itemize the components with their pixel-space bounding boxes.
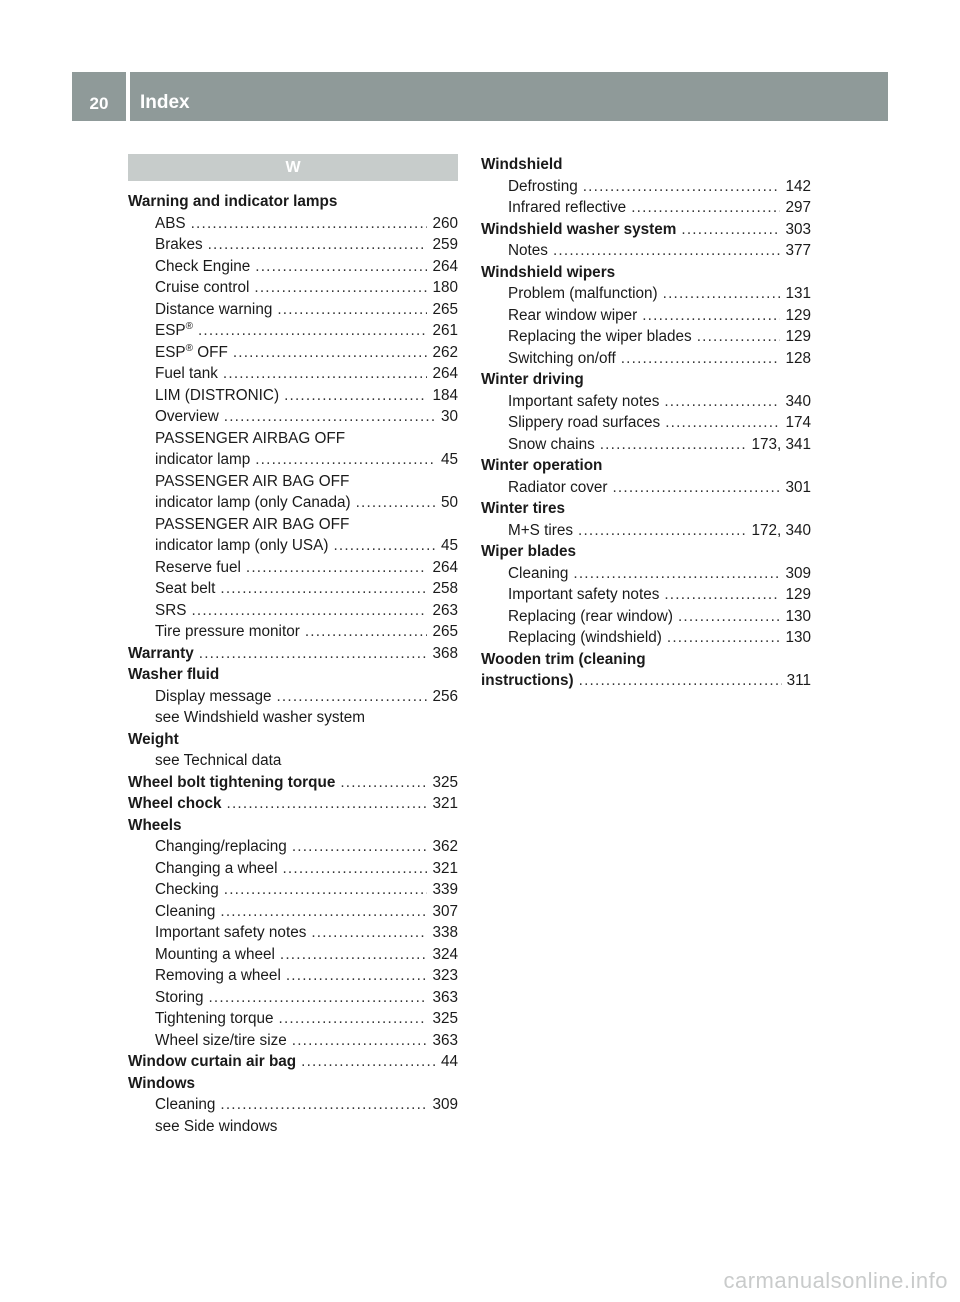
index-heading <box>481 369 811 391</box>
index-heading <box>481 262 811 284</box>
page-reference: 50 <box>440 494 458 511</box>
index-subentry <box>128 277 458 299</box>
leader-dots <box>333 535 436 557</box>
entry-text: ABS <box>155 214 186 232</box>
index-subentry <box>481 563 811 585</box>
leader-dots <box>220 1094 427 1116</box>
leader-dots <box>663 283 781 305</box>
leader-dots <box>223 363 428 385</box>
leader-dots <box>255 256 427 278</box>
entry-text: PASSENGER AIRBAG OFF <box>155 429 346 447</box>
index-subentry <box>128 535 458 557</box>
leader-dots <box>664 584 780 606</box>
page-reference: 338 <box>432 924 458 941</box>
entry-text: Winter operation <box>481 457 603 474</box>
index-subentry <box>128 578 458 600</box>
entry-text: Replacing the wiper blades <box>508 328 692 345</box>
index-subentry <box>128 600 458 622</box>
entry-text: Fuel tank <box>155 365 218 382</box>
index-heading <box>481 541 811 563</box>
leader-dots <box>340 772 427 794</box>
entry-text: Wheel size/tire size <box>155 1031 287 1049</box>
index-subentry <box>128 750 458 772</box>
page-reference: 128 <box>785 349 811 367</box>
page-reference: 264 <box>432 558 458 576</box>
leader-dots <box>224 879 428 901</box>
entry-text: indicator lamp (only Canada) <box>155 494 351 511</box>
index-subentry <box>128 514 458 536</box>
page-reference: 173, 341 <box>751 435 811 453</box>
entry-text: Check Engine <box>155 257 251 275</box>
entry-text: see Technical data <box>155 752 282 769</box>
entry-text: instructions) <box>481 672 574 689</box>
index-subentry <box>481 305 811 327</box>
index-subentry <box>481 606 811 628</box>
leader-dots <box>255 449 436 471</box>
page-reference: 325 <box>432 1010 458 1027</box>
leader-dots <box>697 326 781 348</box>
leader-dots <box>254 277 427 299</box>
page-reference: 325 <box>432 773 458 791</box>
page-reference: 324 <box>432 945 458 963</box>
index-subentry <box>481 520 811 542</box>
leader-dots <box>311 922 427 944</box>
leader-dots <box>681 219 780 241</box>
entry-text: Tightening torque <box>155 1010 274 1027</box>
leader-dots <box>612 477 780 499</box>
index-subentry <box>128 944 458 966</box>
page-reference: 321 <box>432 795 458 812</box>
index-heading <box>128 1051 458 1073</box>
page-reference: 377 <box>785 242 811 259</box>
section-letter: W <box>128 154 458 181</box>
page-reference: 309 <box>432 1096 458 1113</box>
index-subentry <box>128 965 458 987</box>
index-subentry <box>128 621 458 643</box>
entry-text: Cleaning <box>155 902 216 920</box>
index-heading <box>481 154 811 176</box>
page-reference: 261 <box>432 322 458 339</box>
entry-text: Winter tires <box>481 500 566 517</box>
index-heading <box>128 815 458 837</box>
entry-text: indicator lamp (only USA) <box>155 537 329 554</box>
page-reference: 142 <box>785 177 811 195</box>
entry-text: Display message <box>155 687 272 705</box>
entry-text: Important safety notes <box>508 392 660 410</box>
page-reference: 363 <box>432 988 458 1006</box>
entry-text: Wiper blades <box>481 543 577 560</box>
leader-dots <box>292 836 428 858</box>
page-reference: 30 <box>440 408 458 425</box>
entry-text: Tire pressure monitor <box>155 623 300 640</box>
index-subentry <box>128 1030 458 1052</box>
index-subentry <box>128 1116 458 1138</box>
leader-dots <box>284 385 427 407</box>
entry-text: Rear window wiper <box>508 306 638 324</box>
entry-text: Storing <box>155 988 204 1006</box>
leader-dots <box>578 520 746 542</box>
entry-text: PASSENGER AIR BAG OFF <box>155 515 350 533</box>
leader-dots <box>621 348 781 370</box>
leader-dots <box>276 686 427 708</box>
entry-text: Problem (malfunction) <box>508 285 658 302</box>
page-reference: 264 <box>432 365 458 382</box>
entry-text: Windshield washer system <box>481 220 677 238</box>
page-reference: 174 <box>785 414 811 431</box>
page-header <box>72 72 888 121</box>
leader-dots <box>553 240 781 262</box>
page-reference: 263 <box>432 601 458 619</box>
page-reference: 45 <box>440 451 458 468</box>
page-reference: 131 <box>785 285 811 302</box>
leader-dots <box>600 434 747 456</box>
page-reference: 129 <box>785 328 811 345</box>
entry-text: Cleaning <box>155 1096 216 1113</box>
leader-dots <box>286 965 428 987</box>
index-subentry <box>481 283 811 305</box>
leader-dots <box>292 1030 428 1052</box>
index-subentry <box>481 197 811 219</box>
leader-dots <box>277 299 427 321</box>
entry-text: Mounting a wheel <box>155 945 275 963</box>
leader-dots <box>664 391 780 413</box>
index-heading <box>481 498 811 520</box>
page-reference: 311 <box>786 672 811 689</box>
page-reference: 130 <box>785 607 811 625</box>
page-reference: 45 <box>440 537 458 554</box>
page-reference: 363 <box>432 1031 458 1049</box>
page-reference: 172, 340 <box>751 521 811 539</box>
leader-dots <box>208 234 428 256</box>
leader-dots <box>280 944 428 966</box>
entry-text: Cleaning <box>508 564 569 582</box>
index-subentry <box>481 434 811 456</box>
index-subentry <box>128 858 458 880</box>
header-divider <box>126 72 130 121</box>
index-heading <box>481 455 811 477</box>
entry-text: Windshield <box>481 156 563 173</box>
leader-dots <box>583 176 781 198</box>
entry-text: Removing a wheel <box>155 967 281 984</box>
entry-text: M+S tires <box>508 521 574 539</box>
entry-text: ESP® OFF <box>155 342 228 361</box>
index-subentry <box>128 1008 458 1030</box>
index-subentry <box>481 348 811 370</box>
leader-dots <box>665 412 780 434</box>
entry-text: Wheel chock <box>128 795 222 812</box>
index-subentry <box>481 326 811 348</box>
index-subentry <box>128 836 458 858</box>
index-subentry <box>481 176 811 198</box>
leader-dots <box>220 901 427 923</box>
entry-text: LIM (DISTRONIC) <box>155 386 280 404</box>
page-reference: 130 <box>785 629 811 646</box>
left-entry-list <box>128 191 458 1137</box>
page-reference: 260 <box>432 214 458 232</box>
page-reference: 309 <box>785 564 811 582</box>
index-subentry <box>481 477 811 499</box>
leader-dots <box>356 492 436 514</box>
page-reference: 258 <box>432 580 458 597</box>
page-reference: 339 <box>432 881 458 898</box>
entry-text: Winter driving <box>481 371 584 388</box>
index-heading <box>128 793 458 815</box>
entry-text: Important safety notes <box>508 586 660 603</box>
index-heading <box>481 219 811 241</box>
index-subentry <box>128 557 458 579</box>
index-heading <box>481 670 811 692</box>
index-subentry <box>128 686 458 708</box>
page-title: Index <box>140 92 190 113</box>
index-subentry <box>128 1094 458 1116</box>
page-reference: 368 <box>432 644 458 662</box>
entry-text: Replacing (windshield) <box>508 629 662 646</box>
index-heading <box>128 729 458 751</box>
index-heading <box>128 643 458 665</box>
page-reference: 297 <box>785 199 811 216</box>
index-subentry <box>128 901 458 923</box>
index-subentry <box>128 707 458 729</box>
entry-text: Brakes <box>155 236 203 253</box>
index-heading <box>128 664 458 686</box>
page-number: 20 <box>89 93 109 113</box>
page-reference: 362 <box>432 838 458 855</box>
leader-dots <box>631 197 780 219</box>
index-subentry <box>128 363 458 385</box>
entry-text: Wheels <box>128 816 182 834</box>
leader-dots <box>220 578 427 600</box>
page-reference: 256 <box>432 687 458 705</box>
index-subentry <box>481 584 811 606</box>
leader-dots <box>227 793 428 815</box>
index-column-left <box>128 154 458 1137</box>
leader-dots <box>301 1051 436 1073</box>
leader-dots <box>191 600 427 622</box>
entry-text: Reserve fuel <box>155 558 241 576</box>
entry-text: Snow chains <box>508 435 595 453</box>
leader-dots <box>191 213 428 235</box>
entry-text: Wheel bolt tightening torque <box>128 773 336 791</box>
index-subentry <box>128 492 458 514</box>
index-heading <box>128 772 458 794</box>
index-subentry <box>128 428 458 450</box>
leader-dots <box>246 557 428 579</box>
page-reference: 259 <box>432 236 458 253</box>
leader-dots <box>198 320 427 342</box>
leader-dots <box>573 563 780 585</box>
entry-text: Cruise control <box>155 279 250 296</box>
leader-dots <box>279 1008 428 1030</box>
page-reference: 184 <box>432 386 458 404</box>
leader-dots <box>199 643 428 665</box>
entry-text: Windows <box>128 1074 195 1092</box>
entry-text: Distance warning <box>155 300 273 318</box>
leader-dots <box>305 621 428 643</box>
entry-text: Important safety notes <box>155 924 307 941</box>
page-reference: 323 <box>432 967 458 984</box>
index-subentry <box>481 391 811 413</box>
entry-text: Infrared reflective <box>508 199 627 216</box>
entry-text: Warranty <box>128 644 194 662</box>
page-reference: 307 <box>432 902 458 920</box>
entry-text: Switching on/off <box>508 349 616 367</box>
entry-text: Radiator cover <box>508 478 608 496</box>
entry-text: Wooden trim (cleaning <box>481 650 646 668</box>
page-reference: 340 <box>785 392 811 410</box>
entry-text: Window curtain air bag <box>128 1053 297 1070</box>
entry-text: indicator lamp <box>155 451 251 468</box>
page-reference: 129 <box>785 586 811 603</box>
leader-dots <box>642 305 780 327</box>
leader-dots <box>208 987 427 1009</box>
page-reference: 44 <box>440 1053 458 1070</box>
index-subentry <box>128 471 458 493</box>
page-reference: 265 <box>432 300 458 318</box>
page-reference: 180 <box>432 279 458 296</box>
entry-text: ESP® <box>155 320 193 339</box>
entry-text: Slippery road surfaces <box>508 414 661 431</box>
index-subentry <box>128 987 458 1009</box>
entry-text: PASSENGER AIR BAG OFF <box>155 472 350 490</box>
index-heading <box>128 191 458 213</box>
page-reference: 301 <box>785 478 811 496</box>
entry-text: Warning and indicator lamps <box>128 193 338 210</box>
entry-text: SRS <box>155 601 187 619</box>
entry-text: Windshield wipers <box>481 263 616 281</box>
index-subentry <box>128 406 458 428</box>
page-reference: 264 <box>432 257 458 275</box>
leader-dots <box>667 627 781 649</box>
index-column-right <box>481 154 811 692</box>
entry-text: Seat belt <box>155 580 216 597</box>
watermark: carmanualsonline.info <box>723 1268 948 1293</box>
leader-dots <box>224 406 436 428</box>
index-subentry <box>128 234 458 256</box>
leader-dots <box>579 670 782 692</box>
index-subentry <box>128 320 458 342</box>
entry-text: Notes <box>508 242 548 259</box>
index-subentry <box>128 213 458 235</box>
entry-text: Weight <box>128 730 179 748</box>
index-subentry <box>481 627 811 649</box>
page-reference: 129 <box>785 306 811 324</box>
entry-text: Overview <box>155 408 219 425</box>
index-subentry <box>128 299 458 321</box>
entry-text: Replacing (rear window) <box>508 607 673 625</box>
index-subentry <box>128 385 458 407</box>
entry-text: Washer fluid <box>128 666 220 683</box>
entry-text: Defrosting <box>508 177 578 195</box>
index-subentry <box>128 879 458 901</box>
page-reference: 321 <box>432 859 458 877</box>
leader-dots <box>233 342 428 364</box>
index-heading <box>128 1073 458 1095</box>
leader-dots <box>678 606 781 628</box>
index-subentry <box>128 449 458 471</box>
index-subentry <box>128 256 458 278</box>
index-subentry <box>128 922 458 944</box>
page-reference: 265 <box>432 623 458 640</box>
entry-text: see Windshield washer system <box>155 709 365 726</box>
entry-text: Changing a wheel <box>155 859 278 877</box>
index-heading <box>481 649 811 671</box>
index-subentry <box>128 342 458 364</box>
index-subentry <box>481 412 811 434</box>
entry-text: see Side windows <box>155 1117 278 1135</box>
page-reference: 262 <box>432 343 458 361</box>
index-subentry <box>481 240 811 262</box>
page-reference: 303 <box>785 220 811 238</box>
leader-dots <box>282 858 427 880</box>
entry-text: Changing/replacing <box>155 838 287 855</box>
entry-text: Checking <box>155 881 219 898</box>
right-entry-list <box>481 154 811 692</box>
